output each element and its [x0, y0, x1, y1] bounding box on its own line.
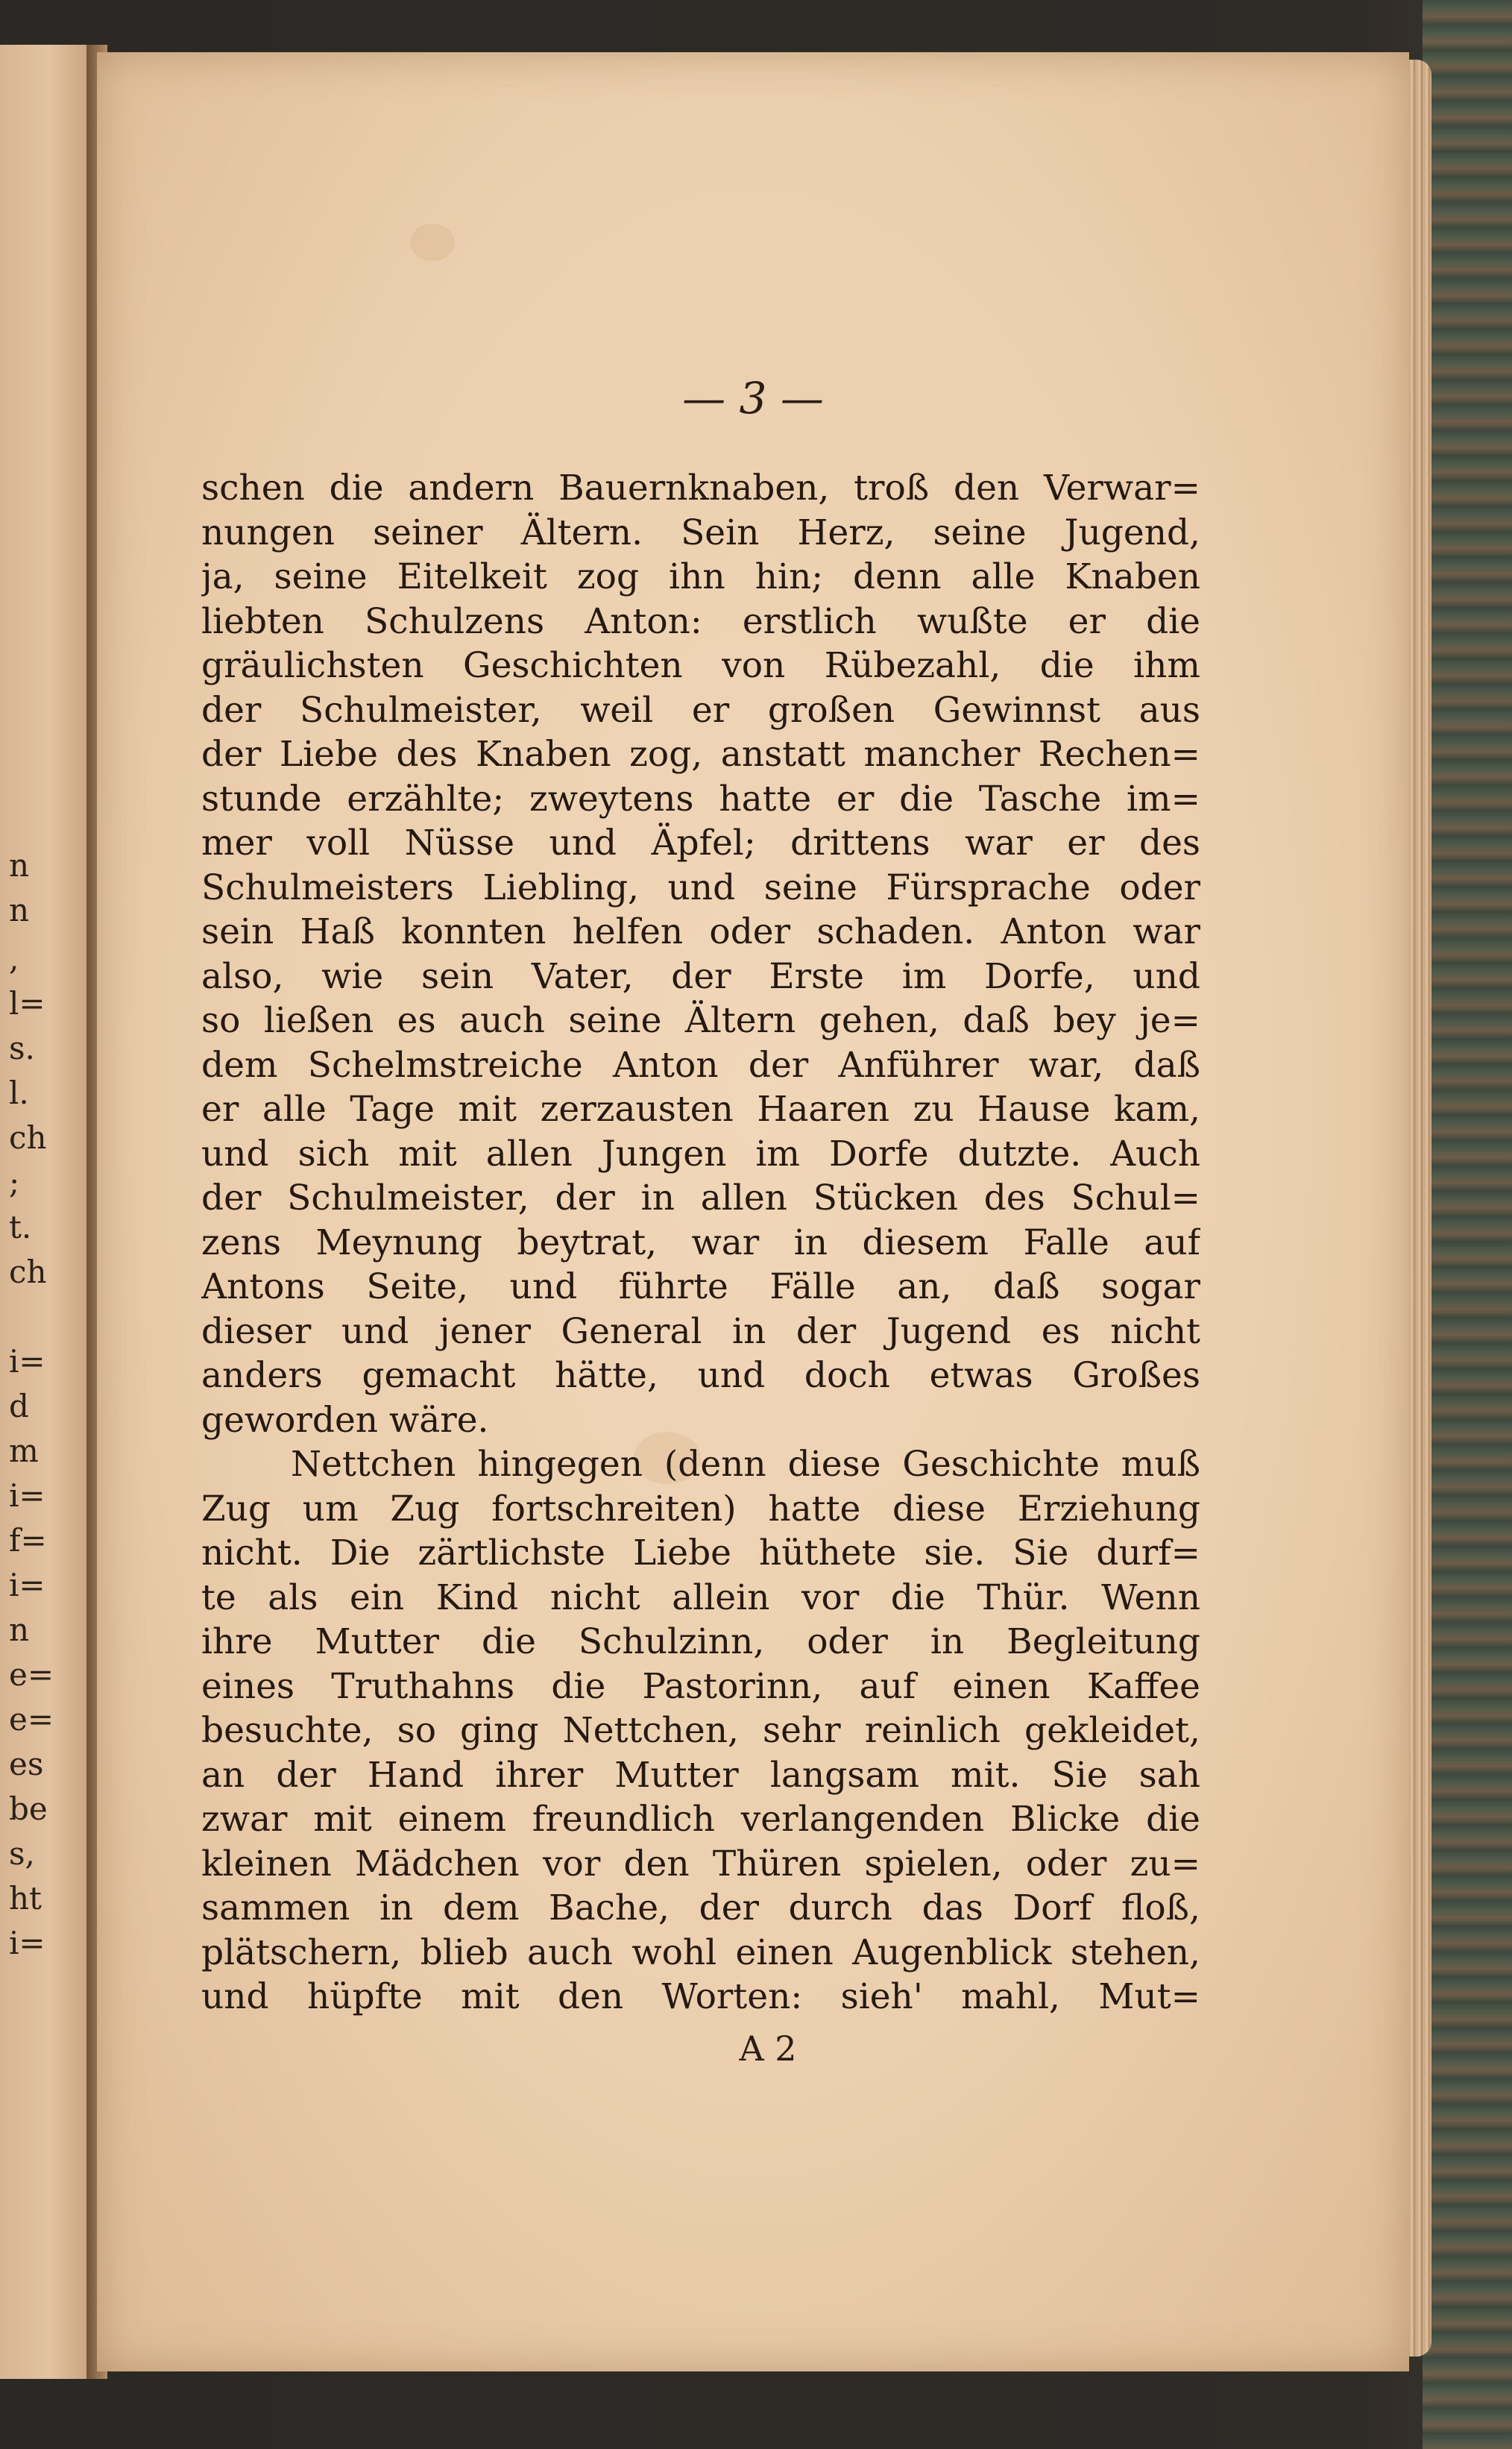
margin-fragment: m — [9, 1433, 39, 1469]
text-line: stunde erzählte; zweytens hatte er die Tasche im= — [201, 778, 1200, 820]
text-line: kleinen Mädchen vor den Thüren spielen, oder zu= — [201, 1843, 1200, 1884]
left-facing-page — [0, 45, 94, 2379]
text-line: sammen in dem Bache, der durch das Dorf floß, — [201, 1887, 1200, 1928]
text-line: dem Schelmstreiche Anton der Anführer war, daß — [201, 1044, 1200, 1086]
margin-fragment: i= — [9, 1567, 45, 1603]
text-line: plätschern, blieb auch wohl einen Augenblick stehen, — [201, 1931, 1200, 1973]
text-line: der Schulmeister, der in allen Stücken des Schul= — [201, 1178, 1200, 1219]
margin-fragment: ; — [9, 1164, 20, 1201]
margin-fragment: es — [9, 1746, 44, 1782]
text-line: gräulichsten Geschichten von Rübezahl, die ihm — [201, 645, 1200, 686]
margin-fragment: e= — [9, 1701, 54, 1738]
text-line: er alle Tage mit zerzausten Haaren zu Hause kam, — [201, 1089, 1200, 1130]
text-line: dieser und jener General in der Jugend es nicht — [201, 1310, 1200, 1352]
margin-fragment: , — [9, 940, 19, 977]
text-line: mer voll Nüsse und Äpfel; drittens war er des — [201, 823, 1200, 864]
text-line-paragraph-start: Nettchen hingegen (denn diese Geschichte muß — [291, 1444, 1200, 1485]
text-line: Schulmeisters Liebling, und seine Fürsprache oder — [201, 867, 1200, 908]
margin-fragment: ch — [9, 1119, 47, 1156]
margin-fragment: ht — [9, 1880, 42, 1917]
text-line: nungen seiner Ältern. Sein Herz, seine Jugend, — [201, 512, 1200, 553]
margin-fragment: ch — [9, 1254, 47, 1290]
text-line: ihre Mutter die Schulzinn, oder in Begleitung — [201, 1621, 1200, 1662]
text-line: liebten Schulzens Anton: erstlich wußte er die — [201, 600, 1200, 642]
text-line: nicht. Die zärtlichste Liebe hüthete sie. Sie durf= — [201, 1532, 1200, 1574]
text-line: so ließen es auch seine Ältern gehen, daß bey je= — [201, 1000, 1200, 1041]
text-line: anders gemacht hätte, und doch etwas Großes — [201, 1355, 1200, 1396]
text-line: zwar mit einem freundlich verlangenden Blicke die — [201, 1799, 1200, 1840]
text-line: sein Haß konnten helfen oder schaden. Anton war — [201, 911, 1200, 952]
book-cover-edge — [1423, 0, 1512, 2449]
page-number-header: — 3 — — [682, 373, 824, 424]
text-line: der Schulmeister, weil er großen Gewinnst aus — [201, 689, 1200, 731]
margin-fragment: n — [9, 1612, 30, 1648]
margin-fragment: t. — [9, 1209, 32, 1245]
paper-stain — [410, 224, 455, 261]
margin-fragment: i= — [9, 1925, 45, 1961]
text-line: besuchte, so ging Nettchen, sehr reinlich gekleidet, — [201, 1710, 1200, 1751]
text-line: und sich mit allen Jungen im Dorfe dutzte. Auch — [201, 1133, 1200, 1175]
margin-fragment: l= — [9, 985, 45, 1022]
margin-fragment: be — [9, 1791, 48, 1827]
text-line: Zug um Zug fortschreiten) hatte diese Erziehung — [201, 1488, 1200, 1530]
margin-fragment: n — [9, 892, 30, 928]
signature-mark: A 2 — [739, 2028, 797, 2069]
page-body-text — [201, 466, 1200, 2019]
margin-fragment: i= — [9, 1477, 45, 1514]
margin-fragment: s, — [9, 1835, 35, 1872]
text-line: und hüpfte mit den Worten: sieh' mahl, Mut= — [201, 1976, 1200, 2017]
text-line: also, wie sein Vater, der Erste im Dorfe, und — [201, 955, 1200, 997]
text-line: te als ein Kind nicht allein vor die Thür. Wenn — [201, 1576, 1200, 1618]
margin-fragment: i= — [9, 1343, 45, 1380]
margin-fragment: f= — [9, 1522, 47, 1559]
margin-fragment: l. — [9, 1075, 29, 1111]
text-line: an der Hand ihrer Mutter langsam mit. Sie sah — [201, 1754, 1200, 1796]
text-line: ja, seine Eitelkeit zog ihn hin; denn alle Knaben — [201, 556, 1200, 597]
book-page — [97, 52, 1409, 2371]
text-line: Antons Seite, und führte Fälle an, daß sogar — [201, 1266, 1200, 1307]
margin-fragment: n — [9, 847, 30, 884]
margin-fragment: d — [9, 1388, 29, 1424]
text-line: eines Truthahns die Pastorinn, auf einen Kaffee — [201, 1665, 1200, 1707]
text-line: schen die andern Bauernknaben, troß den Verwar= — [201, 468, 1200, 509]
text-line-paragraph-end: geworden wäre. — [201, 1399, 489, 1441]
text-line: der Liebe des Knaben zog, anstatt mancher Rechen= — [201, 734, 1200, 775]
margin-fragment: e= — [9, 1656, 54, 1693]
text-line: zens Meynung beytrat, war in diesem Falle auf — [201, 1222, 1200, 1263]
margin-fragment: s. — [9, 1030, 35, 1066]
